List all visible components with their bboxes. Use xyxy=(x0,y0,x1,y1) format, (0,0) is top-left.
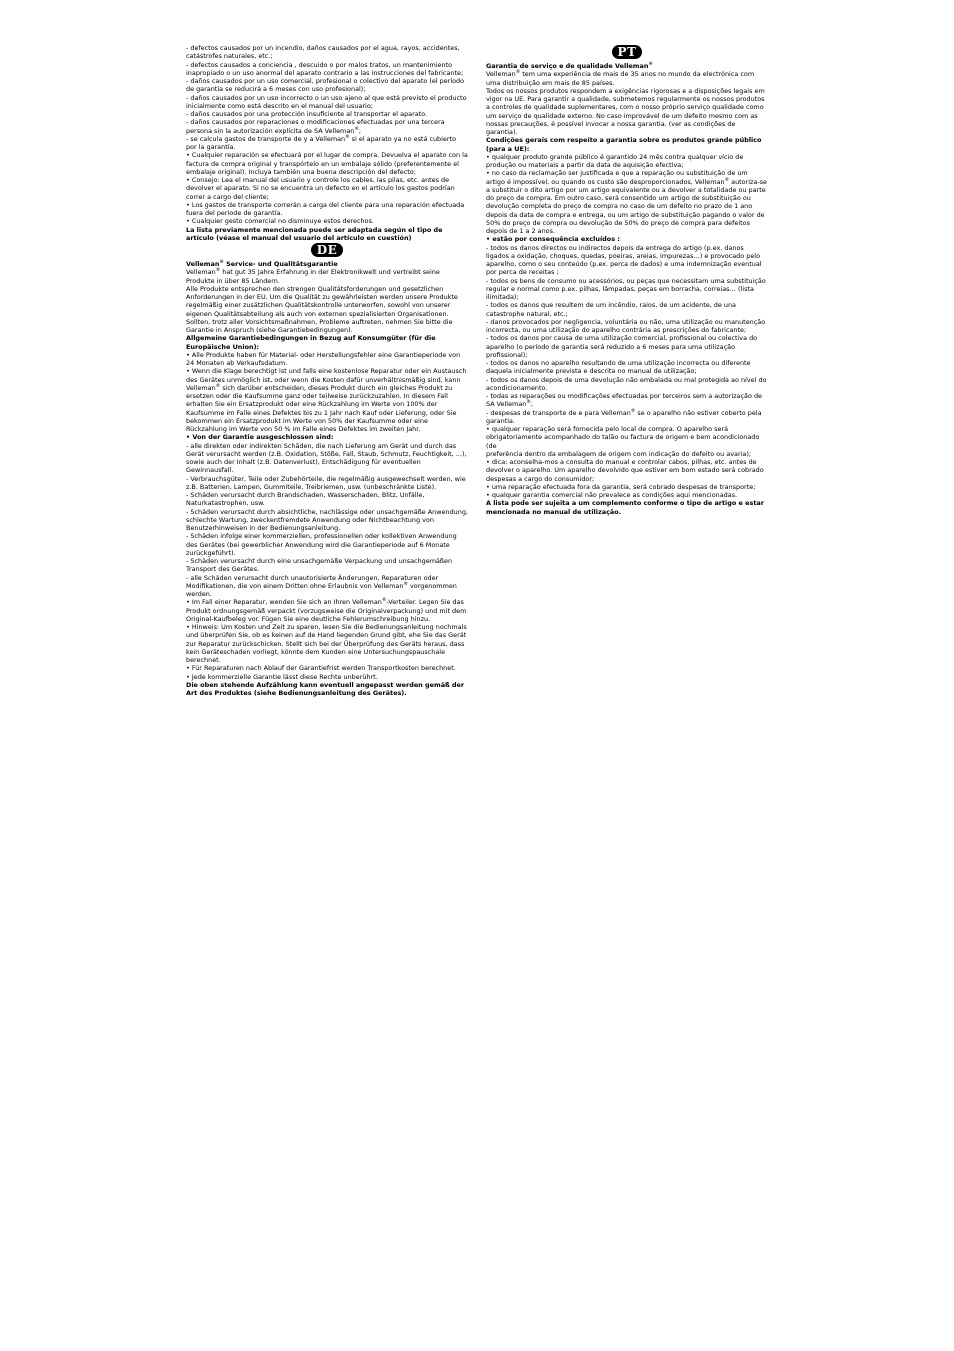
pt-paragraph: - todas as reparações ou modificações efectuadas por terceiros sem a autorização de SA Velleman®; xyxy=(486,392,762,409)
de-paragraph: - Schäden verursacht durch absichtliche, nachlässige oder unsachgemäße Anwendung, schlechte Wartung, zweckentfremdete Anwendung oder Nichtbeachtung von Benutzerhinweisen in der Bedienungsanleitung. xyxy=(186,507,468,532)
es-item: • Cualquier reparación se efectuará por el lugar de compra. Devuelva el aparato con la factura de compra original y transpórtelo en un embalaje sólido (preferentemente el embalaje original). Incluya también una buena descripción del defecto; xyxy=(186,151,468,176)
pt-paragraph: Velleman® tem uma experiência de mais de 35 anos no mundo da electrónica com uma distribuição em mais de 85 países. xyxy=(486,70,755,87)
es-item: • Consejo: Lea el manual del usuario y controle los cables, las pilas, etc. antes de devolver el aparato. Si no se encuentra un defecto en el artículo los gastos podrían correr a cargo del cliente; xyxy=(186,176,455,201)
pt-paragraph: • no caso da reclamação ser justificada e que a reparação ou substituição de um artigo é impossível, ou quando os custo são desproporcionados, Velleman® autoriza-se a substituir o dito artigo por um artigo equivalente ou a devolver a totalidade ou parte do preço de compra. Em outro caso, será consentido um artigo de substituição ou devolução completa do preço de compra no caso de um defeito no prazo de 1 ano depois da data de compra e entrega, ou um artigo de substituição pagando o valor de 50% do preço de compra ou devolução de 50% do preço de compra para defeitos depois de 1 a 2 anos. xyxy=(486,169,768,235)
es-item: - daños causados por una protección insuficiente al transportar el aparato. xyxy=(186,110,428,118)
de-paragraph: • Für Reparaturen nach Ablauf der Garantiefrist werden Transportkosten berechnet. xyxy=(186,664,456,673)
de-language-badge: DE xyxy=(311,243,344,257)
de-paragraph: • Hinweis: Um Kosten und Zeit zu sparen, lesen Sie die Bedienungsanleitung nochmals und überprüfen Sie, ob es keinen auf de Hand liegenden Grund gibt, ehe Sie das Gerät zur Reparatur zurückschicken. Stellt sich bei der Überprüfung des Geräts heraus, dass kein Geräteschaden vorliegt, könnte dem Kunden eine Untersuchungspauschale berechnet. xyxy=(186,623,467,664)
de-paragraph: - Schäden verursacht durch eine unsachgemäße Verpackung und unsachgemäßen Transport des Gerätes. xyxy=(186,557,453,574)
pt-paragraph: - danos provocados por negligencia, voluntária ou não, uma utilização ou manutenção incorrecta, ou uma utilização do aparelho contrária as prescrições do fabricante; xyxy=(486,317,766,334)
left-column xyxy=(186,44,468,697)
de-heading: Velleman® Service- und Qualitätsgarantie xyxy=(186,259,338,268)
es-closing-note: La lista previamente mencionada puede ser adaptada según el tipo de artículo (véase el manual del usuario del artículo en cuestión) xyxy=(186,225,443,242)
pt-paragraph: • uma reparação efectuada fora da garantia, será cobrado despesas de transporte; xyxy=(486,482,756,491)
pt-paragraph: preferência dentro da embalagem de origem com indicação do defeito ou avaria); xyxy=(486,449,752,458)
de-paragraph: - Schäden infolge einer kommerziellen, professionellen oder kollektiven Anwendung des Gerätes (bei gewerblicher Anwendung wird die Garantieperiode auf 6 Monate zurückgeführt). xyxy=(186,532,457,557)
de-badge-wrap xyxy=(186,243,468,259)
es-item: - defectos causados a conciencia , descuido o por malos tratos, un mantenimiento inapropiado o un uso anormal del aparato contrario a las instrucciones del fabricante; xyxy=(186,60,464,77)
es-item: - se calcula gastos de transporte de y a Velleman® si el aparato ya no está cubierto por la garantía. xyxy=(186,134,457,151)
de-subheading: Die oben stehende Aufzählung kann eventuell angepasst werden gemäß der Art des Produktes (siehe Bedienungsanleitung des Gerätes). xyxy=(186,680,465,697)
right-column xyxy=(486,44,768,516)
pt-paragraph: - todos os danos depois de uma devolução não embalada ou mal protegida ao nível do acondicionamento. xyxy=(486,375,767,392)
pt-paragraph: - todos os bens de consumo ou acessórios, ou peças que necessitam uma substituição regular e normal como p.ex. pilhas, lâmpadas, peças em borracha, correias… (lista ilimitada); xyxy=(486,276,766,301)
pt-paragraph: • qualquer produto grande público é garantido 24 mês contra qualquer vício de produção ou materiais a partir da data de aquisição efectiva; xyxy=(486,152,744,169)
es-item: • Los gastos de transporte correrán a carga del cliente para una reparación efectuada fuera del periode de garantía. xyxy=(186,200,465,217)
pt-paragraph: - todos os danos que resultem de um incêndio, raios, de um acidente, de una catastrophe natural, etc.; xyxy=(486,301,736,318)
pt-paragraph: • qualquer reparação será fornecida pelo local de compra. O aparelho será obrigatoriamente acompanhado do talão ou factura de origem e bem acondicionado (de xyxy=(486,425,760,450)
pt-paragraph: Todos os nossos produtos respondem a exigências rigorosas e a disposições legais em vigor na UE. Para garantir a qualidade, submetemos regularmente os nossos produtos a controles de qualidade suplementares, com o nosso próprio serviço qualidade como um serviço de qualidade externo. No caso improvável de um defeito mesmo com as nossas precauções, é possível invocar a nossa garantia. (ver as condições de garantia). xyxy=(486,86,765,136)
pt-heading: Garantia de serviço e de qualidade Velleman® xyxy=(486,61,653,70)
de-paragraph: - alle direkten oder indirekten Schäden, die nach Lieferung am Gerät und durch das Gerät verursacht werden (z.B. Oxidation, Stöße, Fall, Staub, Schmutz, Feuchtigkeit, ...), sowie auch der Inhalt (z.B. Datenverlust), Entschädigung für eventuellen Gewinnausfall. xyxy=(186,441,467,475)
pt-paragraph: devolver o aparelho. Um aparelho devolvido que estiver em bom estado será cobrado despesas a cargo do consumidor; xyxy=(486,466,764,483)
de-paragraph: • Wenn die Klage berechtigt ist und falls eine kostenlose Reparatur oder ein Austausch des Gerätes unmöglich ist, oder wenn die Kosten dafür unverhältnismäßig sind, kann Velleman® sich darüber entscheiden, dieses Produkt durch ein gleiches Produkt zu ersetzen oder die Kaufsumme ganz oder teilweise zurückzuzahlen. In diesem Fall erhalten Sie ein Ersatzprodukt oder eine Rückzahlung im Werte von 100% der Kaufsumme im Falle eines Defektes bis zu 1 Jahr nach Kauf oder Lieferung, oder Sie bekommen ein Ersatzprodukt im Werte von 50% der Kaufsumme oder eine Rückzahlung im Werte von 50 % im Falle eines Defektes im zweiten Jahr. xyxy=(186,367,467,433)
de-subheading: • Von der Garantie ausgeschlossen sind: xyxy=(186,433,334,442)
pt-warranty-section xyxy=(486,62,768,516)
de-paragraph: - Verbrauchsgüter, Teile oder Zubehörteile, die regelmäßig ausgewechselt werden, wie z.B. Batterien, Lampen, Gummiteile, Treibriemen, usw. (unbeschränkte Liste). xyxy=(186,474,466,491)
pt-body xyxy=(486,70,768,516)
de-paragraph: - alle Schäden verursacht durch unautorisierte Änderungen, Reparaturen oder Modifikationen, die von einem Dritten ohne Erlaubnis von Velleman® vorgenommen werden. xyxy=(186,573,457,598)
es-item: - defectos causados por un incendio, daños causados por el agua, rayos, accidentes, catástrofes naturales, etc.; xyxy=(186,44,460,61)
de-paragraph: • Im Fall einer Reparatur, wenden Sie sich an Ihren Velleman®-Verteiler. Legen Sie das Produkt ordnungsgemäß verpackt (vorzugsweise die Originalverpackung) und mit dem Original-Kaufbeleg vor. Fügen Sie eine deutliche Fehlerumschreibung hinzu. xyxy=(186,598,467,623)
de-paragraph: Alle Produkte entsprechen den strengen Qualitätsforderungen und gesetzlichen Anforderungen in der EU. Um die Qualität zu gewährleisten werden unsere Produkte regelmäßig einer zusätzlichen Qualitätskontrolle unterworfen, sowohl von unserer eigenen Qualitätsabteilung als auch von externen spezialisierten Organisationen. Sollten, trotz aller Vorsichtsmaßnahmen, Probleme auftreten, nehmen Sie bitte die Garantie in Anspruch (siehe Garantiebedingungen). xyxy=(186,284,458,334)
pt-language-badge: PT xyxy=(612,45,643,59)
pt-paragraph: - todos os danos no aparelho resultando de uma utilização incorrecta ou diferente daquela inicialmente prevista e descrita no manual de utilização; xyxy=(486,359,751,376)
es-item: - daños causados por un uso incorrecto o un uso ajeno al que está previsto el producto inicialmente como está descrito en el manual del usuario; xyxy=(186,93,467,110)
de-warranty-section xyxy=(186,260,468,697)
pt-subheading: • estão por consequência excluídos : xyxy=(486,235,620,244)
es-item: - daños causados por reparaciones o modificaciones efectuadas por una tercera persona sin la autorización explícita de SA Velleman®; xyxy=(186,118,445,135)
pt-paragraph: • qualquer garantia comercial não prevalece as condições aqui mencionadas. xyxy=(486,491,738,499)
pt-badge-wrap xyxy=(486,45,768,61)
pt-paragraph: • dica: aconselha-mos a consulta do manual e controlar cabos, pilhas, etc. antes de xyxy=(486,458,757,466)
es-item: • Cualquier gesto comercial no disminuye estos derechos. xyxy=(186,217,374,226)
es-warranty-continued xyxy=(186,44,468,242)
pt-paragraph: - despesas de transporte de e para Velleman® se o aparelho não estiver coberto pela garantia. xyxy=(486,408,762,425)
de-paragraph: Velleman® hat gut 35 Jahre Erfahrung in der Elektronikwelt und vertreibt seine Produkte in über 85 Ländern. xyxy=(186,268,440,285)
es-item: - daños causados por un uso comercial, profesional o colectivo del aparato (el período de garantía se reducirá a 6 meses con uso profesional); xyxy=(186,77,465,94)
pt-subheading: Condições gerais com respeito a garantia sobre os produtos grande público (para a UE): xyxy=(486,136,762,153)
pt-paragraph: - todos os danos por causa de uma utilização comercial, profissional ou colectiva do aparelho (o período de garantia será reduzido a 6 meses para uma utilização profissional); xyxy=(486,334,758,359)
de-paragraph: - Schäden verursacht durch Brandschaden, Wasserschaden, Blitz, Unfälle, Naturkatastrophen, usw. xyxy=(186,491,425,508)
pt-paragraph: - todos os danos directos ou indirectos depois da entrega do artigo (p.ex. danos ligados a oxidação, choques, quedas, poeiras, areias, impurezas…) e provocado pelo aparelho, como o seu conteúdo (p.ex. perca de dados) e uma indemnização eventual por perca de receitas ; xyxy=(486,243,762,277)
de-paragraph: • Alle Produkte haben für Material- oder Herstellungsfehler eine Garantieperiode von 24 Monaten ab Verkaufsdatum. xyxy=(186,350,461,367)
pt-subheading: A lista pode ser sujeita a um complemento conforme o tipo de artigo e estar mencionada no manual de utilização. xyxy=(486,499,764,516)
de-body xyxy=(186,268,468,697)
de-paragraph: • Jede kommerzielle Garantie lässt diese Rechte unberührt. xyxy=(186,672,378,681)
de-subheading: Allgemeine Garantiebedingungen in Bezug auf Konsumgüter (für die Europäische Union): xyxy=(186,334,436,351)
